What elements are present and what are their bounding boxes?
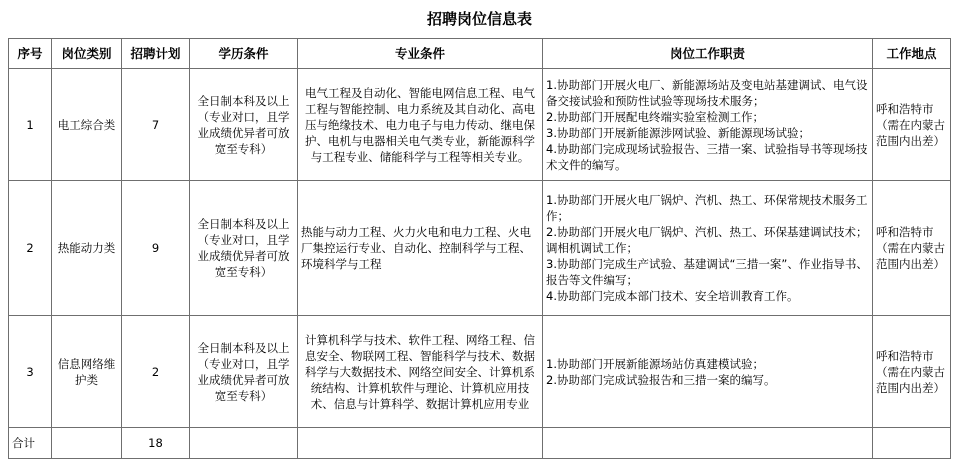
job-category: 电工综合类 — [52, 69, 122, 181]
header-cell-location: 工作地点 — [873, 39, 951, 69]
recruitment-table — [8, 38, 951, 459]
duty-item: 2.协助部门完成试验报告和三措一案的编写。 — [546, 372, 776, 387]
duty-item: 1.协助部门开展新能源场站仿真建模试验； — [546, 356, 764, 371]
hiring-plan: 2 — [122, 316, 190, 428]
empty-cell — [298, 428, 543, 459]
total-plan: 18 — [122, 428, 190, 459]
job-category: 信息网络维护类 — [52, 316, 122, 428]
work-location: 呼和浩特市（需在内蒙古范围内出差） — [873, 181, 951, 316]
hiring-plan: 7 — [122, 69, 190, 181]
work-location: 呼和浩特市（需在内蒙古范围内出差） — [873, 316, 951, 428]
row-number: 3 — [9, 316, 52, 428]
empty-cell — [873, 428, 951, 459]
education-requirement: 全日制本科及以上（专业对口，且学业成绩优异者可放宽至专科） — [190, 181, 298, 316]
total-label: 合计 — [9, 428, 52, 459]
total-row — [9, 428, 951, 459]
table-title: 招聘岗位信息表 — [426, 10, 532, 28]
job-category: 热能动力类 — [52, 181, 122, 316]
header-cell-plan: 招聘计划 — [122, 39, 190, 69]
major-requirement: 计算机科学与技术、软件工程、网络工程、信息安全、物联网工程、智能科学与技术、数据科学与大数据技术、网络空间安全、计算机系统结构、计算机软件与理论、计算机应用技术、信息与计算科学、数据计算机应用专业 — [298, 316, 543, 428]
header-row — [9, 39, 951, 69]
header-cell-education: 学历条件 — [190, 39, 298, 69]
header-cell-no: 序号 — [9, 39, 52, 69]
table-row — [9, 69, 951, 181]
hiring-plan: 9 — [122, 181, 190, 316]
duty-item: 2.协助部门开展配电终端实验室检测工作； — [546, 109, 764, 124]
empty-cell — [52, 428, 122, 459]
row-number: 2 — [9, 181, 52, 316]
row-number: 1 — [9, 69, 52, 181]
job-duties — [543, 181, 873, 316]
major-requirement: 电气工程及自动化、智能电网信息工程、电气工程与智能控制、电力系统及其自动化、高电压与绝缘技术、电力电子与电力传动、继电保护、电机与电器相关电气类专业，新能源科学与工程专业、储能科学与工程等相关专业。 — [298, 69, 543, 181]
duty-item: 1.协助部门开展火电厂、新能源场站及变电站基建调试、电气设备交接试验和预防性试验等现场技术服务； — [546, 77, 868, 108]
duty-item: 4.协助部门完成本部门技术、安全培训教育工作。 — [546, 289, 799, 303]
duty-item: 3.协助部门完成生产试验、基建调试“三措一案”、作业指导书、报告等文件编写； — [546, 257, 868, 287]
empty-cell — [190, 428, 298, 459]
job-duties — [543, 316, 873, 428]
header-cell-category: 岗位类别 — [52, 39, 122, 69]
duty-item: 4.协助部门完成现场试验报告、三措一案、试验指导书等现场技术文件的编写。 — [546, 141, 868, 172]
duty-item: 1.协助部门开展火电厂锅炉、汽机、热工、环保常规技术服务工作； — [546, 193, 868, 223]
table-row — [9, 181, 951, 316]
major-requirement: 热能与动力工程、火力火电和电力工程、火电厂集控运行专业、自动化、控制科学与工程、环境科学与工程 — [298, 181, 543, 316]
education-requirement: 全日制本科及以上（专业对口，且学业成绩优异者可放宽至专科） — [190, 69, 298, 181]
education-requirement: 全日制本科及以上（专业对口，且学业成绩优异者可放宽至专科） — [190, 316, 298, 428]
duty-item: 3.协助部门开展新能源涉网试验、新能源现场试验； — [546, 125, 810, 140]
header-cell-major: 专业条件 — [298, 39, 543, 69]
duty-item: 2.协助部门开展火电厂锅炉、汽机、热工、环保基建调试技术；调相机调试工作； — [546, 225, 868, 255]
job-duties — [543, 69, 873, 181]
header-cell-duties: 岗位工作职责 — [543, 39, 873, 69]
empty-cell — [543, 428, 873, 459]
table-row — [9, 316, 951, 428]
work-location: 呼和浩特市（需在内蒙古范围内出差） — [873, 69, 951, 181]
